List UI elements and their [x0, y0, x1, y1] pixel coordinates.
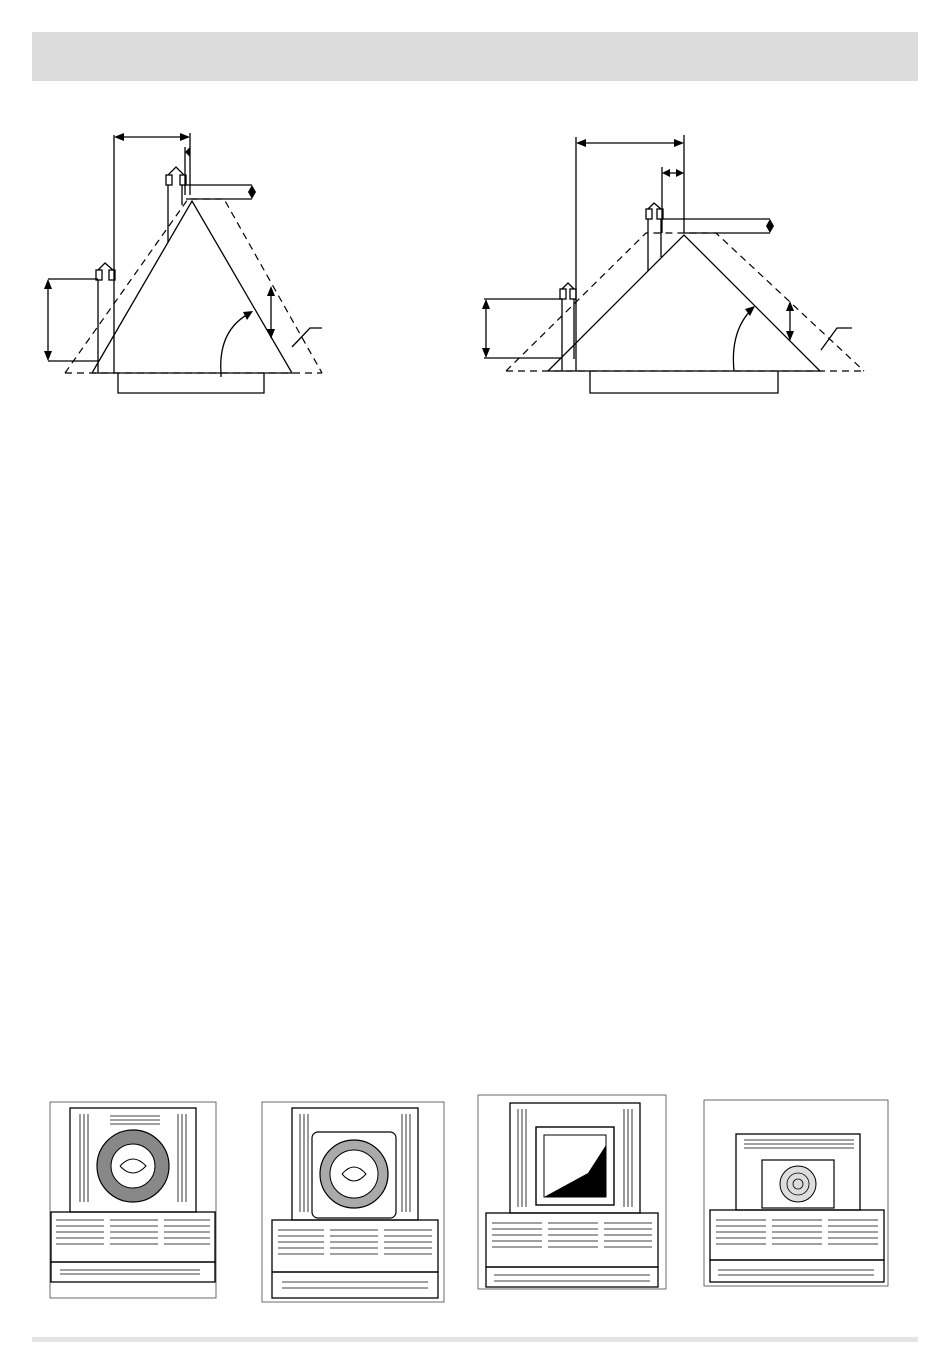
stove-square-glass-door	[478, 1095, 666, 1289]
tiled-stove-icon	[262, 1102, 444, 1302]
roof-diagram-shallow	[476, 125, 876, 400]
tiled-stove-icon	[50, 1102, 216, 1298]
header-band	[32, 32, 918, 81]
footer-rule	[32, 1337, 918, 1342]
roof-diagram-steep	[40, 125, 340, 400]
stove-round-ornate-door	[262, 1102, 444, 1302]
stove-wide-rose-door	[704, 1100, 888, 1286]
tiled-stove-icon	[704, 1100, 888, 1286]
tiled-stove-icon	[478, 1095, 666, 1289]
stove-round-mesh-door	[50, 1102, 216, 1298]
